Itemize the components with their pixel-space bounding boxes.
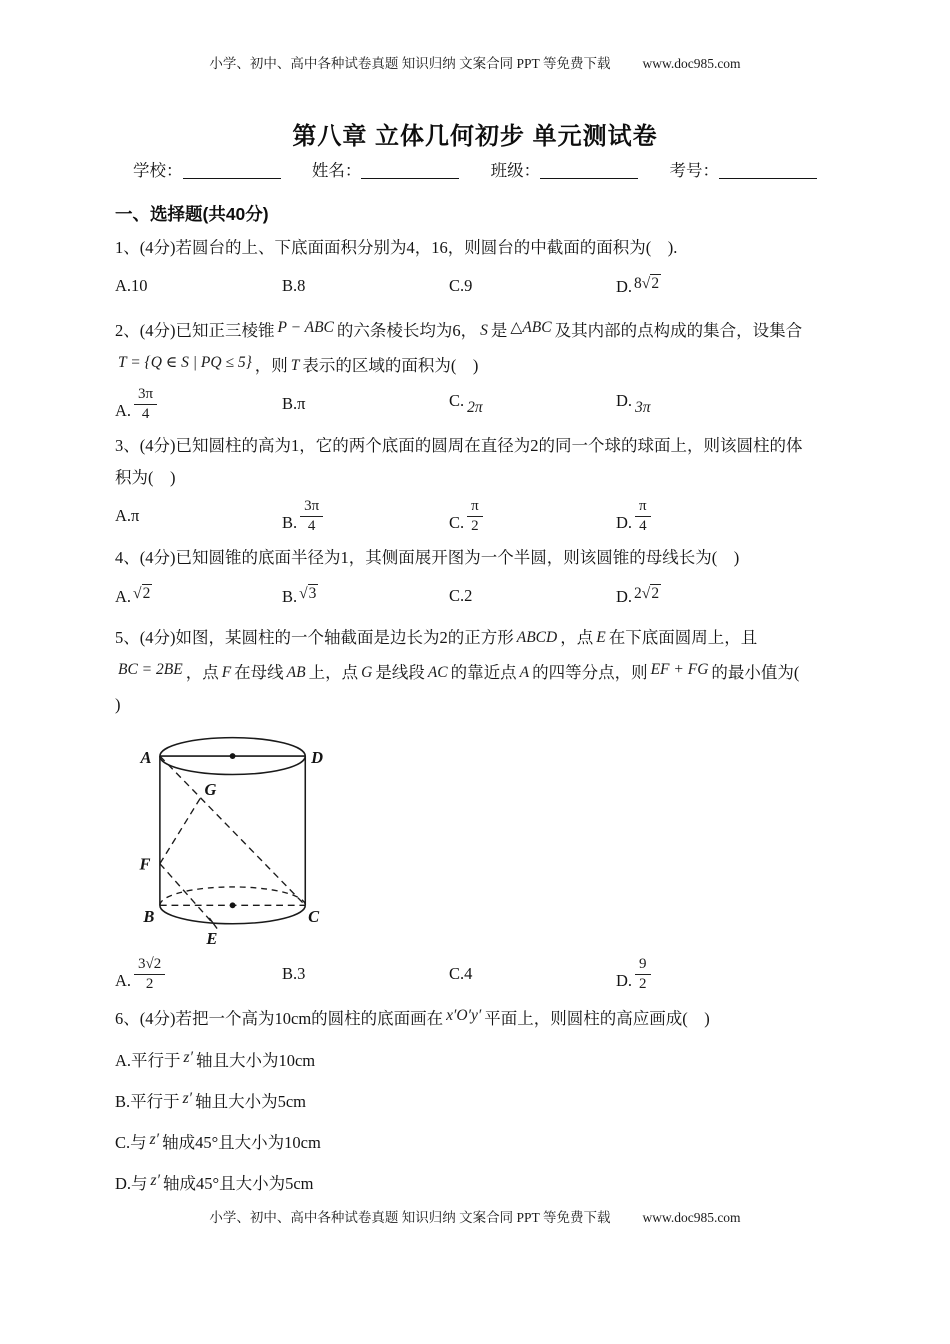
fraction: $\frac{9}{2}$ xyxy=(635,955,651,994)
inline-math: 2π xyxy=(467,399,483,416)
inline-math: AC xyxy=(427,664,448,681)
segment-AC-dashed xyxy=(160,756,305,905)
field-school xyxy=(133,157,281,181)
inline-math: ABCD xyxy=(516,629,558,646)
field-name-blank xyxy=(361,162,459,180)
text-line: 5、(4分)如图，某圆柱的一个轴截面是边长为2的正方形 ABCD ，点 E 在下底面圆周上，且 xyxy=(115,628,758,647)
question-2 xyxy=(115,312,835,424)
field-class xyxy=(491,157,639,181)
text-line: 1、(4分)若圆台的上、下底面面积分别为4，16，则圆台的中截面的面积为( ). xyxy=(115,238,678,257)
text-line: 3、(4分)已知圆柱的高为1，它的两个底面的圆周在直径为2的同一个球的球面上，则该圆柱的体 xyxy=(115,436,803,455)
question-2-options xyxy=(115,384,835,424)
fraction: $\frac{3\pi}{4}$ xyxy=(134,385,157,424)
top-center-dot xyxy=(230,753,236,759)
answer-option: C. $\frac{\pi}{2}$ xyxy=(449,497,616,536)
answer-option: B. $\frac{3\pi}{4}$ xyxy=(282,497,449,536)
inline-math: S xyxy=(480,322,488,339)
answer-option: B.3 xyxy=(282,964,306,983)
radical: √3 xyxy=(299,585,317,602)
field-name xyxy=(312,157,460,181)
radical: 2√2 xyxy=(634,585,660,602)
segment-FG-dashed xyxy=(160,798,201,864)
text-line: ) xyxy=(115,695,121,714)
question-5-options xyxy=(115,954,835,994)
section-heading: 一、选择题(共40分) xyxy=(115,204,269,224)
field-examno-label: 考号： xyxy=(669,161,719,180)
header-url: www.doc985.com xyxy=(642,56,741,71)
text-line: 4、(4分)已知圆锥的底面半径为1，其侧面展开图为一个半圆，则该圆锥的母线长为( ) xyxy=(115,548,740,567)
question-6-options xyxy=(115,1043,835,1199)
inline-math: BC = 2BE xyxy=(118,661,183,678)
page-title: 第八章 立体几何初步 单元测试卷 xyxy=(292,123,658,150)
question-1-text xyxy=(115,232,835,264)
inline-math: P − ABC xyxy=(277,319,334,336)
answer-option: A. $\frac{3√2}{2}$ xyxy=(115,955,282,994)
inline-math: A xyxy=(519,664,530,681)
field-examno xyxy=(669,157,817,181)
inline-math: E xyxy=(596,629,606,646)
inline-math: T = {Q ∈ S | PQ ≤ 5} xyxy=(118,354,252,371)
inline-math: T xyxy=(290,357,300,374)
text-line: B.平行于 z′ 轴且大小为5cm xyxy=(115,1090,306,1111)
figure-label-a: A xyxy=(140,747,152,767)
question-3-options xyxy=(115,496,835,536)
inline-math: z′ xyxy=(182,1090,193,1107)
question-5 xyxy=(115,622,835,994)
text-line: BC = 2BE ，点 F 在母线 AB 上，点 G 是线段 AC 的靠近点 A 的四等分点，则 EF + FG 的最小值为( xyxy=(115,654,835,689)
answer-option: B. √3 xyxy=(282,585,449,607)
question-6 xyxy=(115,1000,835,1199)
question-2-text xyxy=(115,312,835,382)
document-footer xyxy=(0,1206,950,1226)
answer-option: B.π xyxy=(282,394,306,413)
segment-FE-dashed xyxy=(160,864,213,924)
field-examno-blank xyxy=(719,162,817,180)
document-header xyxy=(115,52,835,72)
question-6-text xyxy=(115,1000,835,1035)
answer-option: C.2 xyxy=(449,586,473,605)
fraction: $\frac{3\pi}{4}$ xyxy=(300,497,323,536)
answer-option: A. √2 xyxy=(115,585,282,607)
inline-math: EF + FG xyxy=(650,661,709,678)
footer-text: 小学、初中、高中各种试卷真题 知识归纳 文案合同 PPT 等免费下载 xyxy=(209,1210,611,1225)
text-line: 2、(4分)已知正三棱锥 P − ABC 的六条棱长均为6， S 是 △ABC 及其内部的点构成的集合，设集合 xyxy=(115,319,803,340)
inline-math: 3π xyxy=(635,399,651,416)
field-school-label: 学校： xyxy=(133,161,183,180)
answer-option: D. $\frac{9}{2}$ xyxy=(616,955,835,994)
field-class-label: 班级： xyxy=(490,161,541,180)
student-info-row xyxy=(115,157,835,181)
question-1-options xyxy=(115,266,835,306)
fraction: $\frac{\pi}{2}$ xyxy=(467,497,483,536)
inline-math: z′ xyxy=(149,1131,160,1148)
answer-option: C.4 xyxy=(449,964,473,983)
figure-label-g: G xyxy=(204,779,217,799)
inline-math: z′ xyxy=(183,1049,193,1066)
inline-math: F xyxy=(221,664,232,681)
text-line: C.与 z′ 轴成45°且大小为10cm xyxy=(115,1131,321,1152)
field-name-label: 姓名： xyxy=(311,161,362,180)
answer-option: C.9 xyxy=(449,276,473,295)
answer-option: D. 3π xyxy=(616,391,835,417)
fraction: $\frac{\pi}{4}$ xyxy=(635,497,651,536)
radical: √2 xyxy=(133,585,151,602)
question-5-figure xyxy=(121,727,835,952)
inline-math: x′O′y′ xyxy=(446,1007,482,1024)
answer-option: A.10 xyxy=(115,276,148,295)
field-school-blank xyxy=(183,162,281,180)
question-3-text xyxy=(115,430,835,494)
figure-label-c: C xyxy=(308,906,320,926)
question-4-text xyxy=(115,542,835,574)
inline-math: z′ xyxy=(150,1172,160,1189)
figure-label-e: E xyxy=(206,929,218,947)
question-4 xyxy=(115,542,835,616)
figure-label-b: B xyxy=(143,906,155,926)
answer-option: D. 8√2 xyxy=(616,275,835,297)
figure-label-d: D xyxy=(311,747,323,767)
inline-math: G xyxy=(361,664,373,681)
text-line: D.与 z′ 轴成45°且大小为5cm xyxy=(115,1172,314,1193)
question-3 xyxy=(115,430,835,536)
footer-url: www.doc985.com xyxy=(642,1210,741,1225)
text-line: 6、(4分)若把一个高为10cm的圆柱的底面画在 x′O′y′ 平面上，则圆柱的高应画成( ) xyxy=(115,1007,710,1028)
answer-option: C. 2π xyxy=(449,391,616,417)
answer-option: B.8 xyxy=(282,276,306,295)
text-line: A.平行于 z′ 轴且大小为10cm xyxy=(115,1049,316,1070)
text-line: 积为( ) xyxy=(115,468,176,487)
fraction: $\frac{3√2}{2}$ xyxy=(134,955,165,994)
answer-option: D. 2√2 xyxy=(616,585,835,607)
field-class-blank xyxy=(540,162,638,180)
question-5-text xyxy=(115,622,835,721)
answer-option: D. $\frac{\pi}{4}$ xyxy=(616,497,835,536)
header-text: 小学、初中、高中各种试卷真题 知识归纳 文案合同 PPT 等免费下载 xyxy=(209,56,611,71)
inline-math: △ABC xyxy=(510,319,552,336)
question-4-options xyxy=(115,576,835,616)
text-line: T = {Q ∈ S | PQ ≤ 5} ，则 T 表示的区域的面积为( ) xyxy=(115,347,835,382)
figure-label-f: F xyxy=(139,854,151,874)
answer-option: A.π xyxy=(115,506,140,525)
answer-option: A. $\frac{3\pi}{4}$ xyxy=(115,385,282,424)
question-1 xyxy=(115,232,835,306)
radical: 8√2 xyxy=(634,275,660,292)
cylinder-figure xyxy=(121,727,349,947)
bottom-center-dot xyxy=(230,902,236,908)
inline-math: AB xyxy=(286,664,306,681)
